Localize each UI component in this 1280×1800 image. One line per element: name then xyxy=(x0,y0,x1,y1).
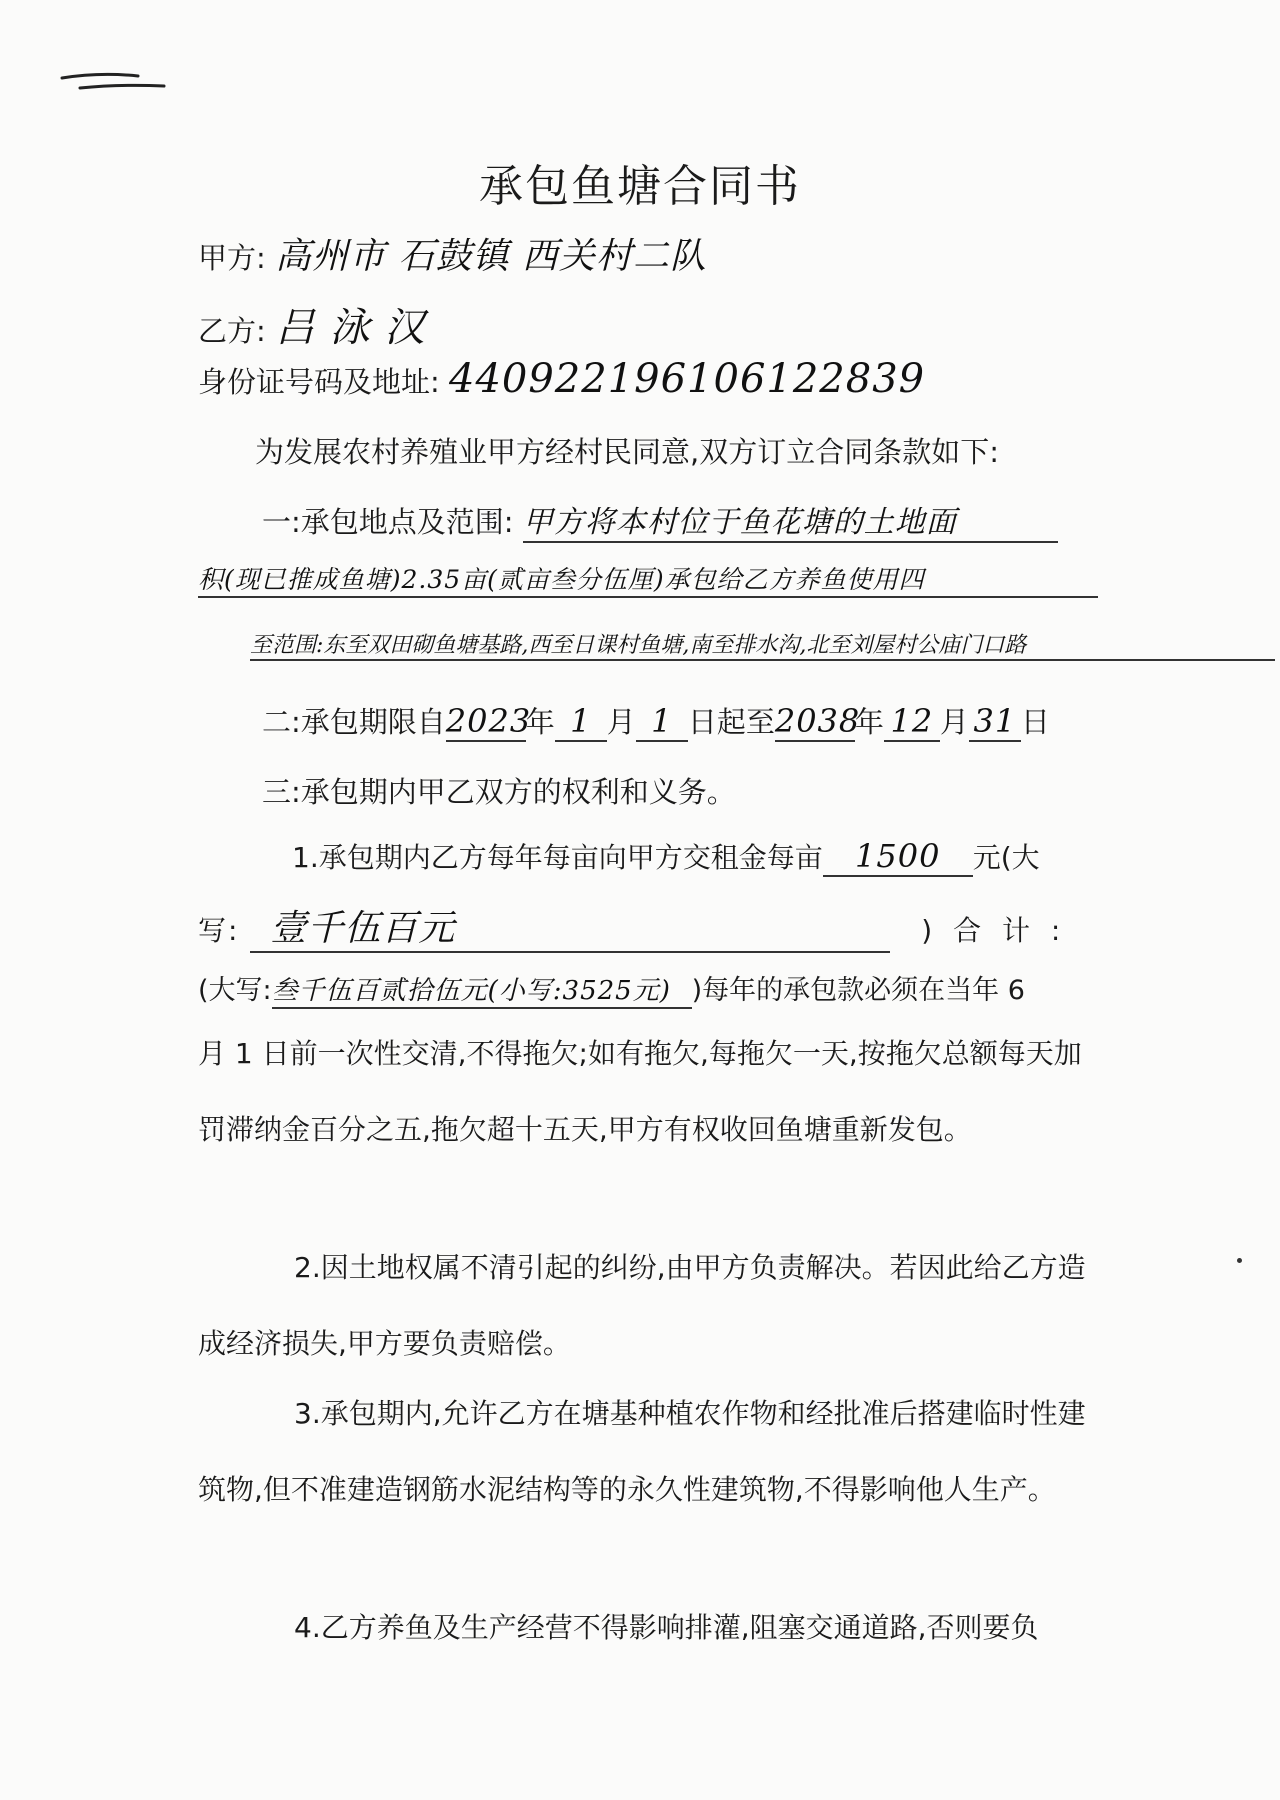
item2-text: 2.因土地权属不清引起的纠纷,由甲方负责解决。若因此给乙方造成经济损失,甲方要负责赔偿。 xyxy=(198,1251,1086,1360)
id-line xyxy=(198,356,925,402)
scan-speck xyxy=(1237,1258,1242,1263)
item1-prefix: 1.承包期内乙方每年每亩向甲方交租金每亩 xyxy=(292,841,823,874)
item1-line1 xyxy=(292,836,1040,877)
rent-per-mu: 1500 xyxy=(823,837,973,877)
total-in-words: 叁千伍百贰拾伍元(小写:3525元) xyxy=(272,970,692,1009)
party-b-line xyxy=(198,296,425,353)
year-label-2: 年 xyxy=(854,705,884,739)
year-label-1: 年 xyxy=(525,705,555,739)
party-b-label: 乙方: xyxy=(198,314,266,348)
start-day: 1 xyxy=(636,702,688,742)
clause1-line1 xyxy=(262,497,1058,543)
end-month: 12 xyxy=(884,702,940,742)
item1-line3 xyxy=(198,968,1025,1009)
intro-text: 为发展农村养殖业甲方经村民同意,双方订立合同条款如下: xyxy=(255,435,999,469)
end-day: 31 xyxy=(969,702,1021,742)
id-label: 身份证号码及地址: xyxy=(198,365,440,399)
id-value: 440922196106122839 xyxy=(449,356,926,402)
clause2-prefix: 二:承包期限自 xyxy=(262,705,446,739)
start-year: 2023 xyxy=(445,702,532,740)
contract-title: 承包鱼塘合同书 xyxy=(479,161,801,212)
item1-line2 xyxy=(198,900,1066,953)
total-label: ) 合 计 : xyxy=(921,914,1067,947)
clause1-line3: 至范围:东至双田砌鱼塘基路,西至日课村鱼塘,南至排水沟,北至刘屋村公庙门口路 xyxy=(250,628,1275,661)
until-label: 日起至 xyxy=(687,705,775,739)
clause3-text: 三:承包期内甲乙双方的权利和义务。 xyxy=(262,775,736,809)
clause1-location: 甲方将本村位于鱼花塘的土地面 xyxy=(523,497,1058,543)
end-year: 2038 xyxy=(774,702,861,740)
rent-in-words: 壹千伍百元 xyxy=(250,900,890,953)
month-label-1: 月 xyxy=(606,705,636,739)
total-prefix: (大写: xyxy=(198,975,272,1006)
write-label: 写: xyxy=(198,914,240,947)
party-b-value: 吕 泳 汉 xyxy=(275,305,426,351)
clause2-line xyxy=(262,700,1050,742)
party-a-label: 甲方: xyxy=(198,241,266,275)
item4-text: 4.乙方养鱼及生产经营不得影响排灌,阻塞交通道路,否则要负 xyxy=(294,1611,1039,1644)
clause1-line2: 积(现已推成鱼塘)2.35亩(贰亩叁分伍厘)承包给乙方养鱼使用四 xyxy=(198,560,1098,598)
clause1-label: 一:承包地点及范围: xyxy=(262,505,514,539)
item1-suffix: 元(大 xyxy=(972,841,1040,874)
item1-tail: )每年的承包款必须在当年 6 xyxy=(691,975,1025,1006)
item1-rest: 月 1 日前一次性交清,不得拖欠;如有拖欠,每拖欠一天,按拖欠总额每天加罚滞纳金百分之五,拖欠超十五天,甲方有权收回鱼塘重新发包。 xyxy=(198,1037,1082,1146)
item3-text: 3.承包期内,允许乙方在塘基种植农作物和经批准后搭建临时性建筑物,但不准建造钢筋水泥结构等的永久性建筑物,不得影响他人生产。 xyxy=(198,1397,1086,1506)
day-label: 日 xyxy=(1020,705,1050,739)
party-a-value: 高州市 石鼓镇 西关村二队 xyxy=(275,236,707,277)
handwritten-dash-mark xyxy=(60,68,170,98)
month-label-2: 月 xyxy=(939,705,969,739)
start-month: 1 xyxy=(555,702,607,742)
party-a-line xyxy=(198,228,707,279)
